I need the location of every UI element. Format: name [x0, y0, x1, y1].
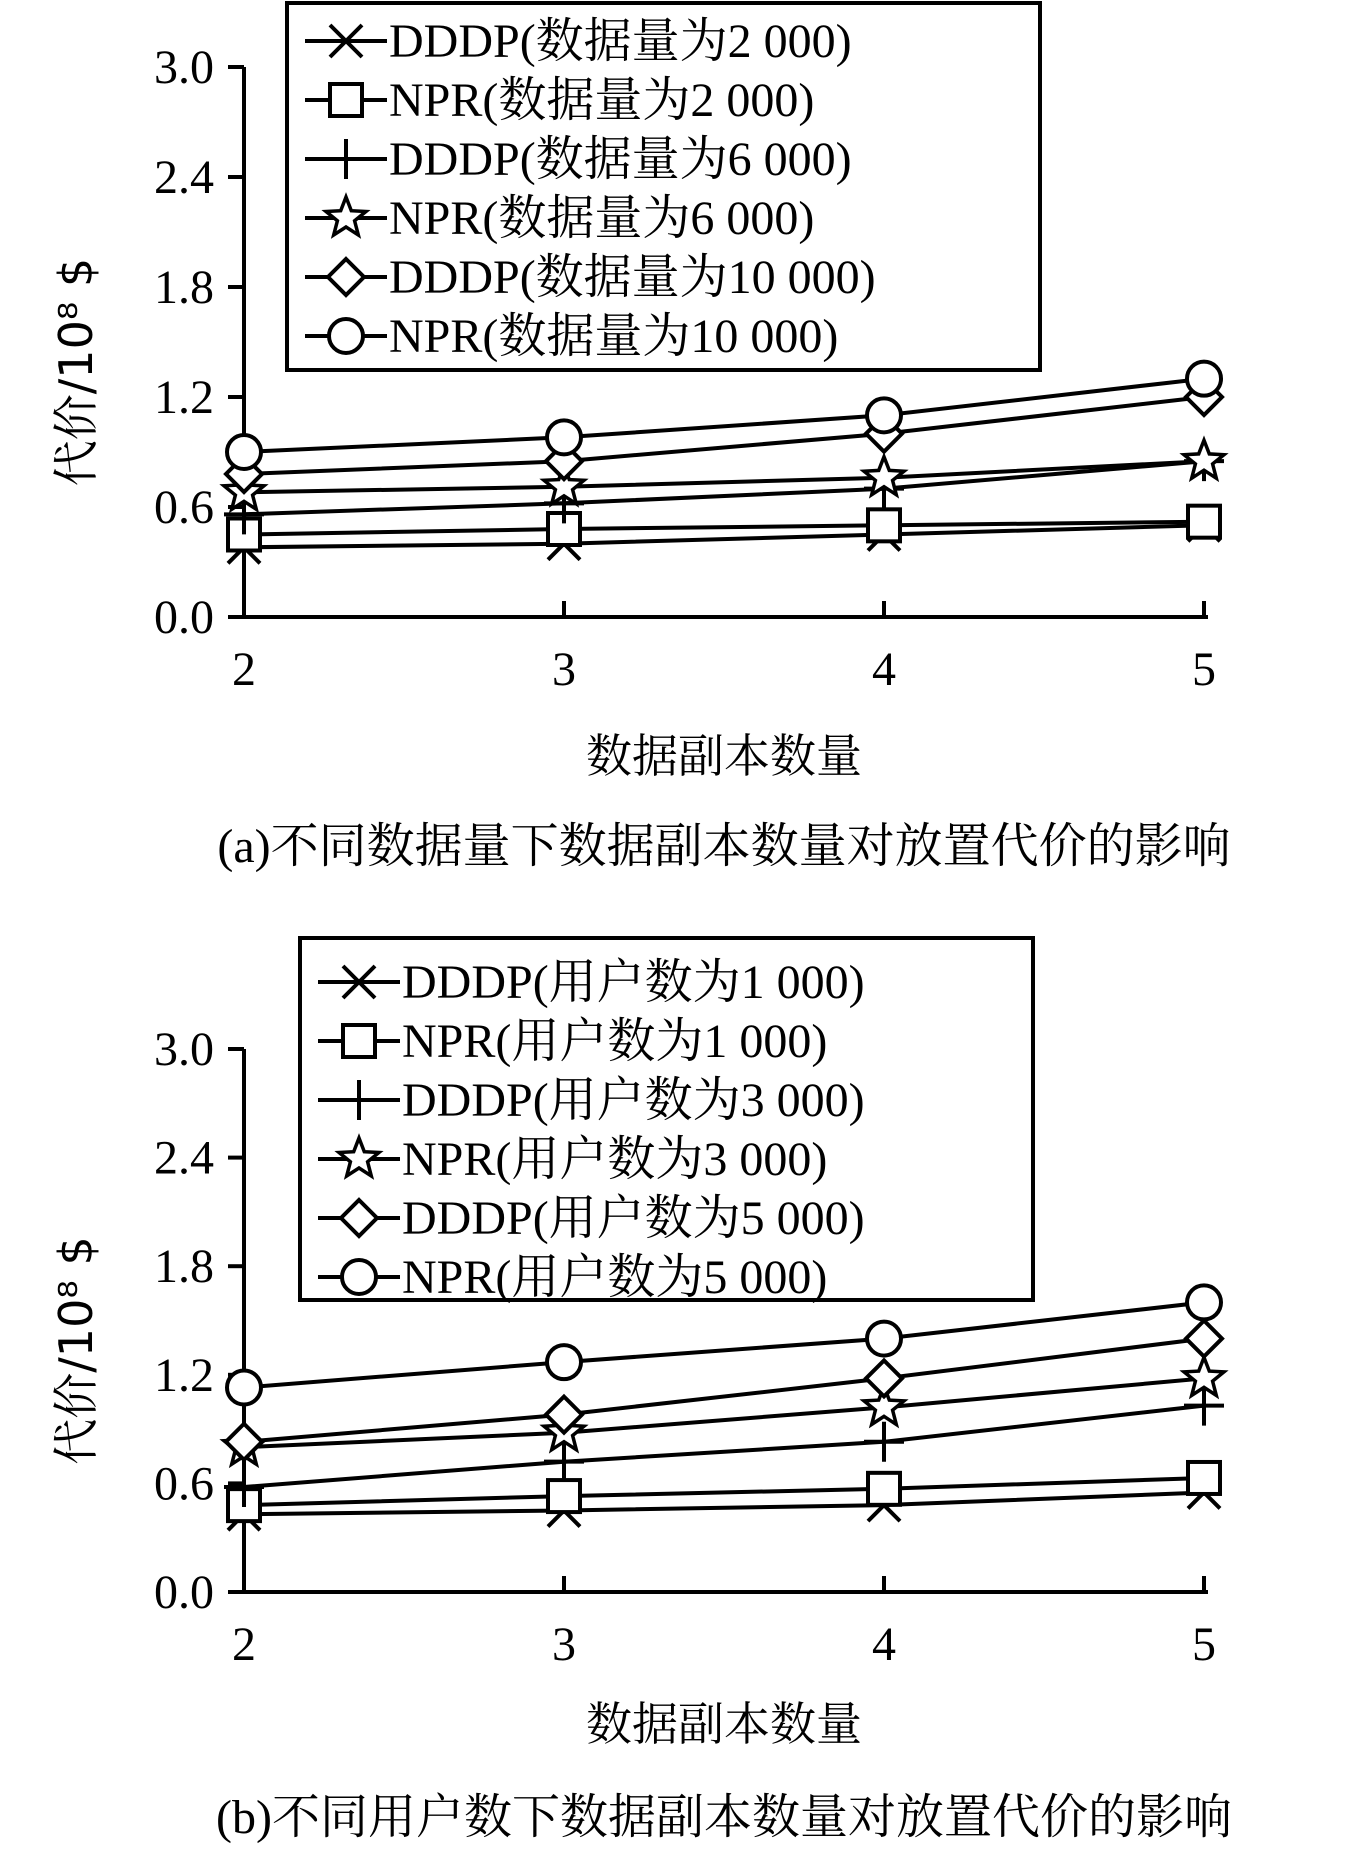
b-legend-label-1: NPR(用户数为1 000) — [402, 1015, 828, 1068]
b-x-axis-title: 数据副本数量 — [586, 1697, 862, 1751]
a-legend-label-3: NPR(数据量为6 000) — [389, 192, 815, 245]
a-legend — [287, 3, 1040, 370]
b-x-tick-label-0: 2 — [232, 1618, 256, 1671]
a-y-tick-label-3: 1.8 — [154, 261, 214, 314]
b-point-1-1 — [548, 1480, 580, 1512]
a-y-tick-label-0: 0.0 — [154, 591, 214, 644]
b-legend-label-3: NPR(用户数为3 000) — [402, 1133, 828, 1186]
a-x-tick-label-2: 4 — [872, 643, 896, 696]
a-point-1-2 — [868, 509, 900, 541]
b-series-line-5 — [244, 1302, 1204, 1387]
b-series-line-1 — [244, 1478, 1204, 1505]
a-series-markers-2 — [224, 441, 1224, 534]
chart-b-svg — [0, 930, 1354, 1859]
b-series-markers-2 — [224, 1386, 1224, 1507]
b-point-1-2 — [868, 1473, 900, 1505]
b-y-tick-label-5: 3.0 — [154, 1023, 214, 1076]
b-legend — [300, 938, 1033, 1304]
chart-panel-b — [0, 930, 1354, 1859]
a-series-markers-0 — [228, 509, 1220, 563]
a-legend-marker-5 — [329, 319, 363, 353]
a-series-markers-4 — [226, 379, 1222, 492]
a-y-tick-label-1: 0.6 — [154, 481, 214, 534]
a-x-axis-title: 数据副本数量 — [586, 729, 862, 783]
b-point-5-0 — [227, 1370, 261, 1404]
b-series-line-0 — [244, 1493, 1204, 1515]
a-y-axis-title: 代价/10⁸ $ — [49, 257, 103, 487]
a-legend-marker-1 — [330, 84, 362, 116]
b-y-tick-label-2: 1.2 — [154, 1348, 214, 1402]
b-legend-label-4: DDDP(用户数为5 000) — [402, 1192, 865, 1245]
b-legend-label-2: DDDP(用户数为3 000) — [402, 1074, 865, 1127]
b-point-4-3 — [1186, 1321, 1222, 1357]
b-point-5-3 — [1187, 1285, 1221, 1319]
a-x-tick-label-3: 5 — [1192, 643, 1216, 696]
b-series-line-2 — [244, 1406, 1204, 1487]
b-point-1-3 — [1188, 1462, 1220, 1494]
a-series-markers-3 — [224, 440, 1224, 509]
b-y-tick-label-4: 2.4 — [154, 1131, 214, 1185]
b-point-4-2 — [866, 1360, 902, 1396]
a-point-1-3 — [1188, 506, 1220, 538]
a-legend-label-1: NPR(数据量为2 000) — [389, 74, 815, 127]
a-y-tick-label-4: 2.4 — [154, 151, 214, 204]
a-legend-label-4: DDDP(数据量为10 000) — [389, 251, 876, 304]
b-point-5-2 — [867, 1322, 901, 1356]
a-legend-label-5: NPR(数据量为10 000) — [389, 310, 839, 363]
b-point-5-1 — [547, 1345, 581, 1379]
a-series-line-4 — [244, 397, 1204, 474]
b-x-tick-label-1: 3 — [552, 1618, 576, 1671]
a-y-tick-label-2: 1.2 — [154, 371, 214, 424]
b-point-4-0 — [226, 1424, 262, 1460]
a-legend-label-2: DDDP(数据量为6 000) — [389, 133, 852, 186]
b-y-tick-label-1: 0.6 — [154, 1457, 214, 1511]
b-series-markers-3 — [224, 1357, 1224, 1464]
b-y-axis-title: 代价/10⁸ $ — [49, 1236, 103, 1465]
a-point-5-0 — [227, 435, 261, 469]
b-legend-label-5: NPR(用户数为5 000) — [402, 1251, 828, 1304]
a-point-5-1 — [547, 420, 581, 454]
a-x-tick-label-0: 2 — [232, 643, 256, 696]
b-point-2-3 — [1184, 1386, 1224, 1426]
a-legend-label-0: DDDP(数据量为2 000) — [389, 15, 852, 68]
b-x-tick-label-3: 5 — [1192, 1618, 1216, 1671]
b-point-2-1 — [544, 1442, 584, 1482]
b-y-tick-label-0: 0.0 — [154, 1566, 214, 1619]
b-series-line-3 — [244, 1378, 1204, 1447]
b-point-2-2 — [864, 1422, 904, 1462]
a-caption: (a)不同数据量下数据副本数量对放置代价的影响 — [217, 820, 1231, 873]
a-series-line-3 — [244, 461, 1204, 492]
b-y-tick-label-3: 1.8 — [154, 1240, 214, 1294]
b-legend-label-0: DDDP(用户数为1 000) — [402, 956, 865, 1009]
a-point-5-3 — [1187, 362, 1221, 396]
b-legend-marker-5 — [342, 1260, 376, 1294]
a-y-tick-label-5: 3.0 — [154, 41, 214, 94]
b-legend-marker-1 — [343, 1025, 375, 1057]
b-caption: (b)不同用户数下数据副本数量对放置代价的影响 — [216, 1791, 1232, 1844]
a-x-tick-label-1: 3 — [552, 643, 576, 696]
a-series-markers-5 — [227, 362, 1221, 469]
b-x-tick-label-2: 4 — [872, 1618, 896, 1671]
a-point-5-2 — [867, 398, 901, 432]
